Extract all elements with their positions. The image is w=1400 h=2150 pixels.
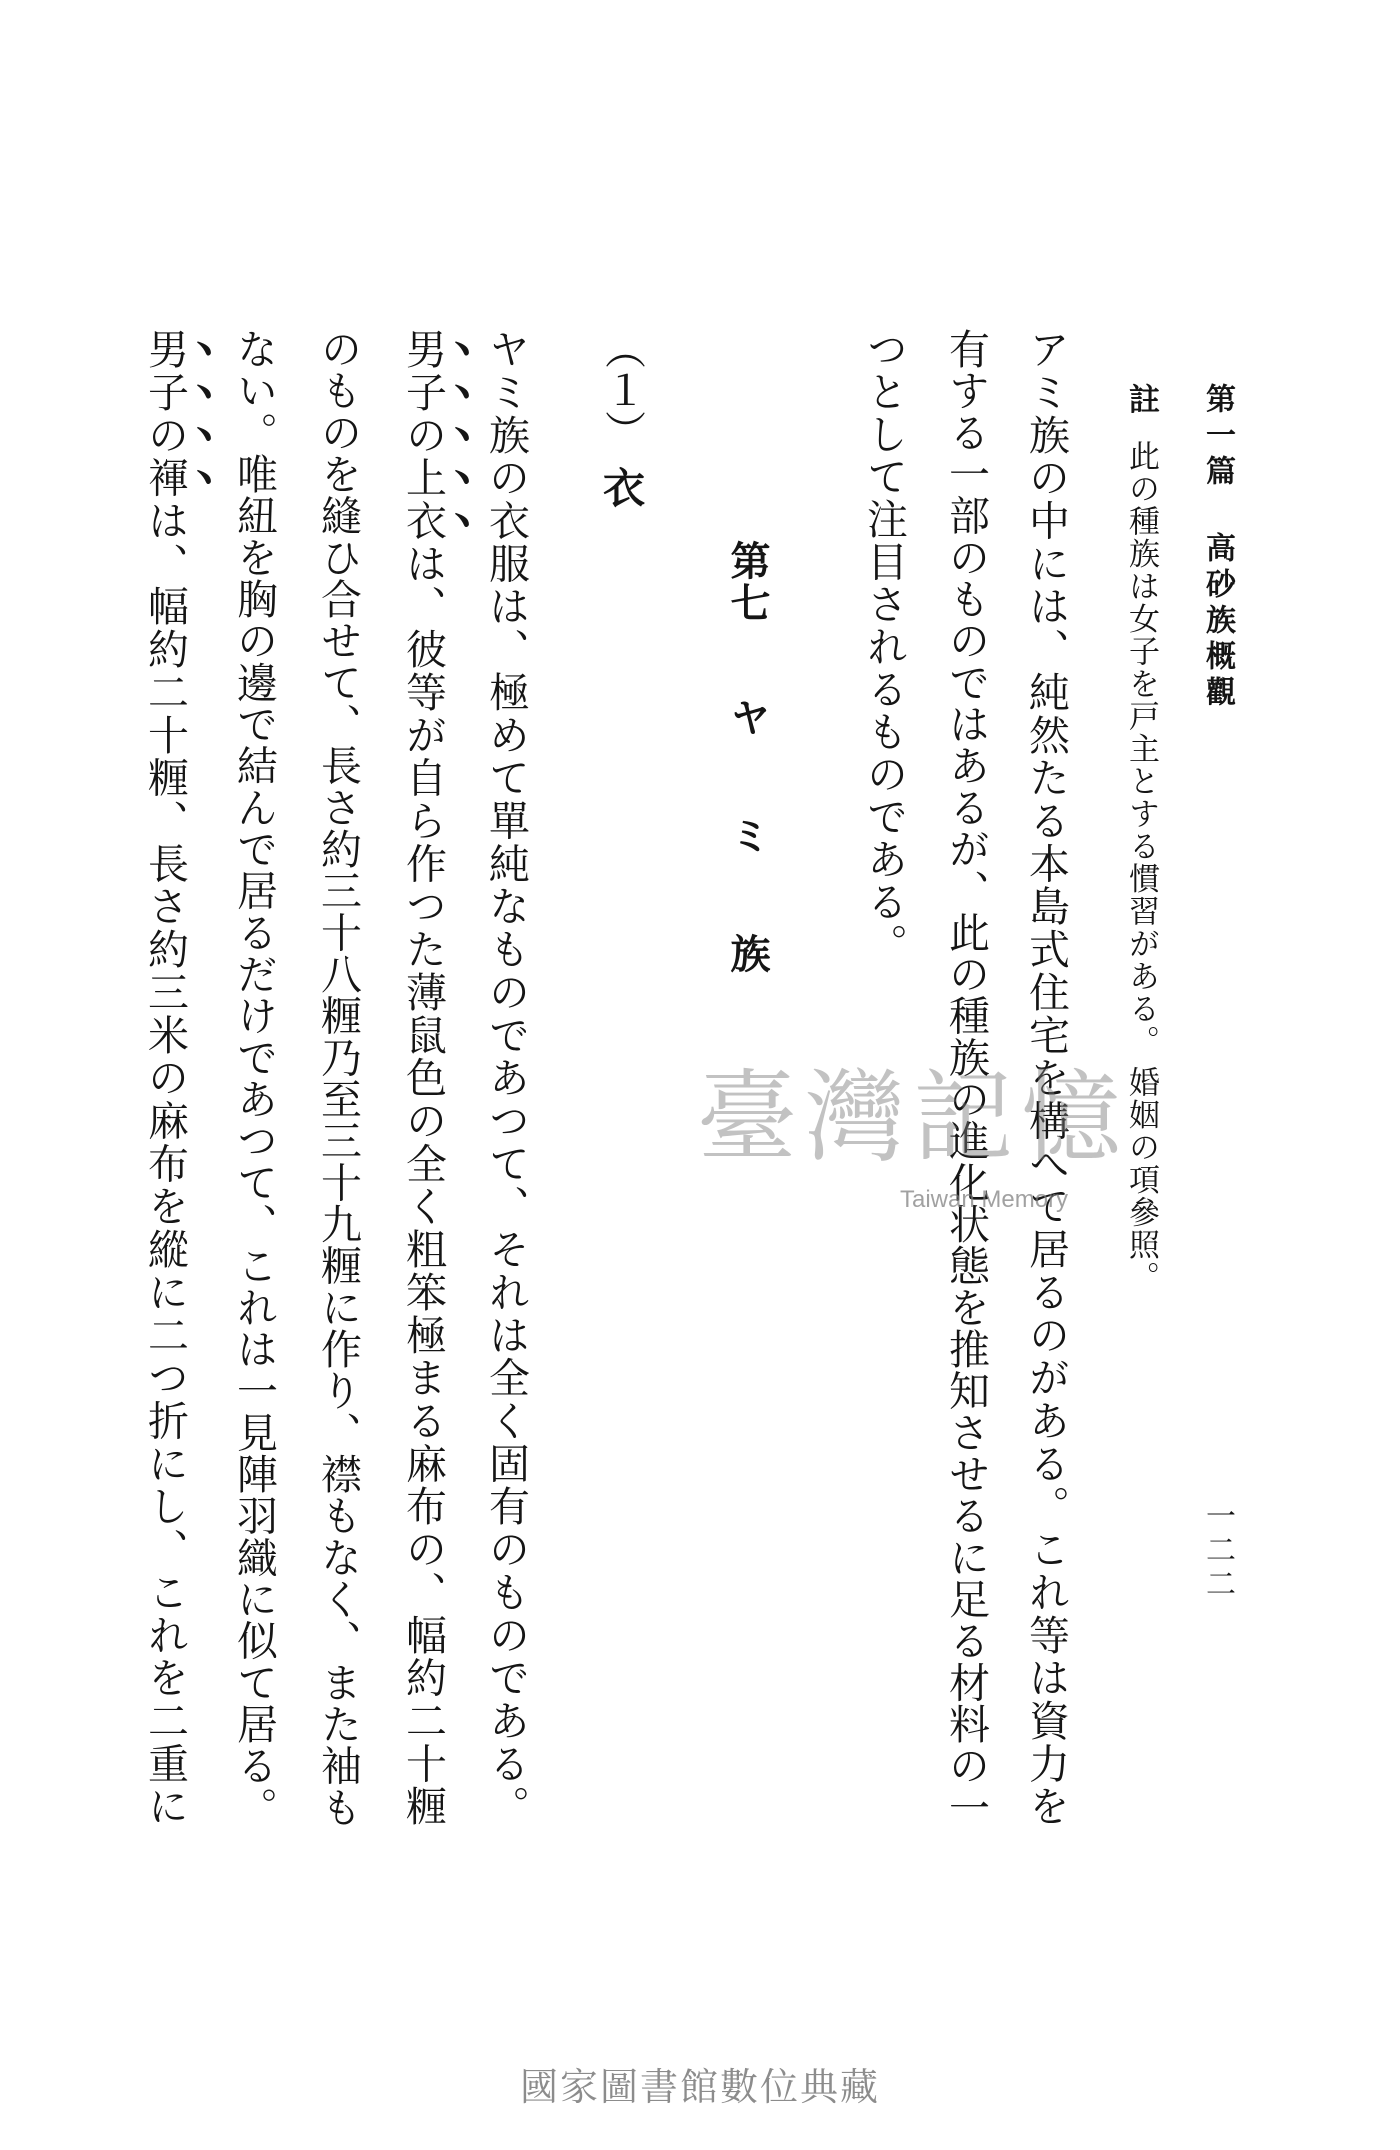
column-text: のものを縫ひ合せて、長さ約三十八糎乃至三十九糎に作り、襟もなく、また袖も: [314, 328, 362, 1828]
watermark-logo: 臺灣記憶: [697, 1059, 1129, 1176]
text-column: 有する一部のものではあるが、此の種族の進化状態を推知させるに足る材料の一: [942, 328, 990, 1828]
note-text: 此の種族は女子を戸主とする慣習がある。: [1123, 440, 1159, 1058]
archive-footer: 國家圖書館數位典藏: [519, 2065, 880, 2109]
text-column: アミ族の中には、純然たる本島式住宅を構へて居るのがある。これ等は資力を: [1022, 328, 1070, 1828]
column-text: ヤミ族の衣服は、極めて單純なものであつて、それは全く固有のものである。: [482, 328, 530, 1828]
text-column: [314, 328, 392, 1828]
text-column: [230, 328, 308, 1828]
column-text: ない。唯紐を胸の邊で結んで居るだけであつて、これは一見陣羽織に似て居る。: [230, 328, 278, 1828]
page-number: 一二二: [1200, 1500, 1235, 1602]
column-text: は、彼等が自ら作つた薄鼠色の全く粗笨極まる麻布の、幅約二十糎: [399, 542, 447, 1829]
watermark-subtitle: Taiwan Memory: [900, 1186, 1069, 1213]
note-label: 註: [1123, 383, 1159, 414]
text-column: [399, 328, 477, 1829]
text-column: [141, 328, 219, 1829]
column-text: は、幅約二十糎、長さ約三米の麻布を縱に二つ折にし、これを二重に: [141, 499, 189, 1829]
header-part: 第一篇: [1200, 383, 1235, 491]
note: [1123, 440, 1159, 1293]
text-column: つとして注目されるものである。: [860, 328, 908, 966]
emphasized-text: 男子の上衣: [399, 328, 447, 543]
chapter-title: ヤミ族: [724, 697, 771, 1051]
subsection-number: （１）: [598, 328, 646, 451]
note-reference: 婚姻の項參照。: [1123, 1065, 1159, 1293]
chapter-number: 第七: [724, 540, 771, 624]
text-column: [482, 328, 560, 1828]
subsection-title: 衣: [597, 466, 646, 508]
emphasized-text: 男子の褌: [141, 328, 189, 500]
header-title: 高砂族概觀: [1200, 532, 1235, 712]
